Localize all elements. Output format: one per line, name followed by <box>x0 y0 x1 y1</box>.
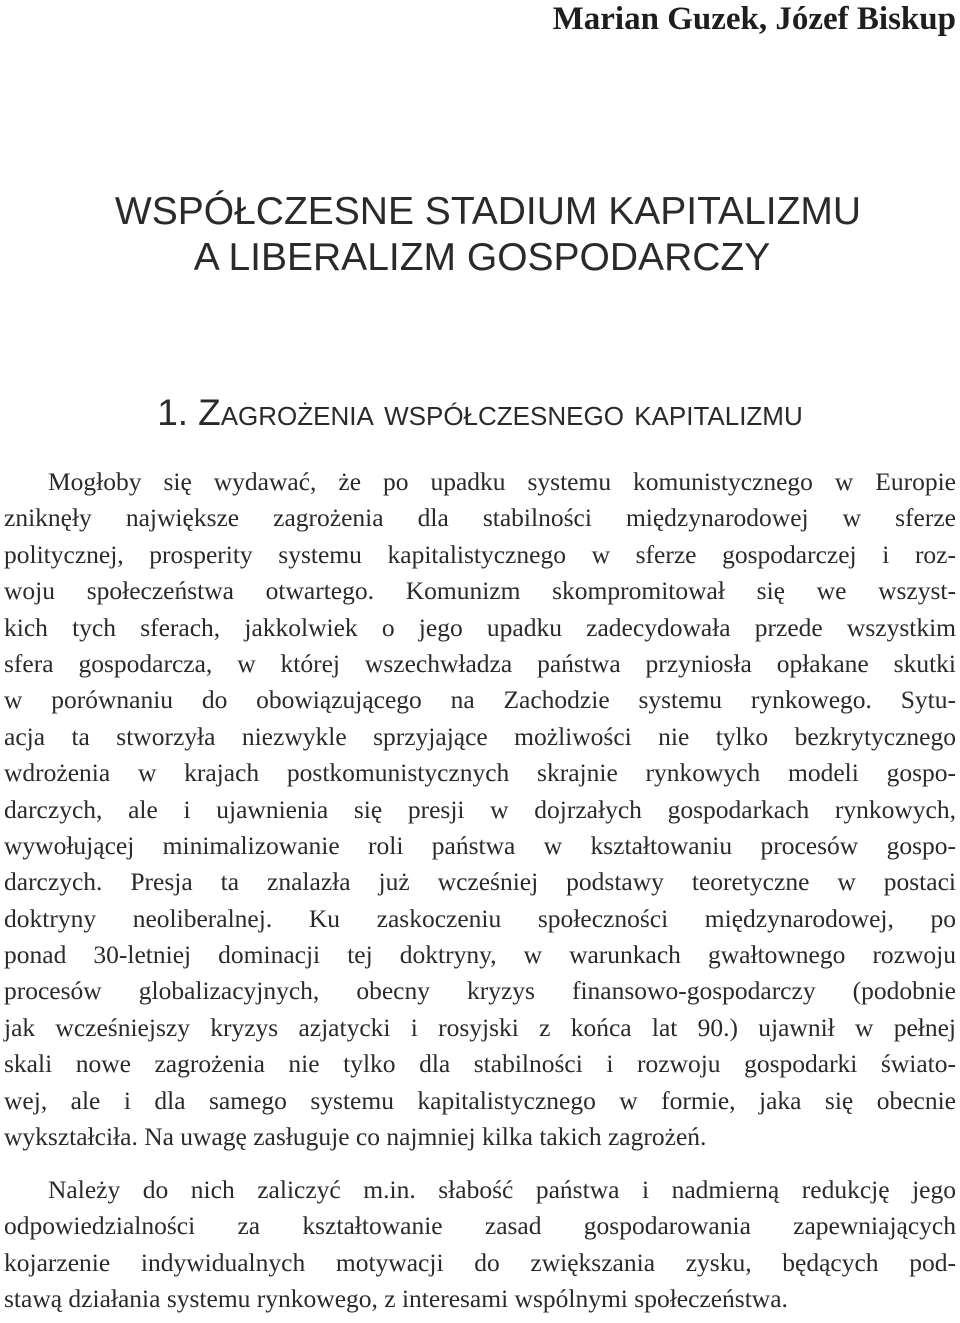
text-line: sfera gospodarcza, w której wszechwładza państwa przyniosła opłakane skutki <box>4 648 956 678</box>
text-line: skali nowe zagrożenia nie tylko dla stabilności i rozwoju gospodarki świato- <box>4 1049 956 1079</box>
text-line: Mogłoby się wydawać, że po upadku systemu komunistycznego w Europie <box>48 467 956 496</box>
text-line: kojarzenie indywidualnych motywacji do zwiększania zysku, będących pod- <box>4 1247 956 1277</box>
text-line: acja ta stworzyła niezwykle sprzyjające możliwości nie tylko bezkrytycznego <box>4 721 956 751</box>
text-line: zniknęły największe zagrożenia dla stabilności międzynarodowej w sferze <box>4 503 956 533</box>
section-number: 1. <box>157 392 189 433</box>
body-paragraph-1 <box>4 464 956 1155</box>
body-paragraph-2 <box>4 1172 956 1318</box>
authors-header: Marian Guzek, Józef Biskup <box>552 1 956 37</box>
section-heading <box>0 392 960 434</box>
text-line: w porównaniu do obowiązującego na Zachodzie systemu rynkowego. Sytu- <box>4 685 956 715</box>
text-line: Należy do nich zaliczyć m.in. słabość państwa i nadmierną redukcję jego <box>48 1175 956 1204</box>
text-line: wdrożenia w krajach postkomunistycznych skrajnie rynkowych modeli gospo- <box>4 758 956 788</box>
section-title: Zagrożenia współczesnego kapitalizmu <box>198 392 803 433</box>
text-line: procesów globalizacyjnych, obecny kryzys finansowo-gospodarczy (podobnie <box>4 976 956 1006</box>
text-line: doktryny neoliberalnej. Ku zaskoczeniu społeczności międzynarodowej, po <box>4 903 956 933</box>
text-line: darczych, ale i ujawnienia się presji w dojrzałych gospodarkach rynkowych, <box>4 794 956 824</box>
text-line: ponad 30-letniej dominacji tej doktryny, w warunkach gwałtownego rozwoju <box>4 940 956 970</box>
article-title-line-1: WSPÓŁCZESNE STADIUM KAPITALIZMU <box>114 190 862 233</box>
text-line: kich tych sferach, jakkolwiek o jego upadku zadecydowała przede wszystkim <box>4 612 956 642</box>
text-line: wywołującej minimalizowanie roli państwa w kształtowaniu procesów gospo- <box>4 830 956 860</box>
text-line: politycznej, prosperity systemu kapitalistycznego w sferze gospodarczej i roz- <box>4 539 956 569</box>
text-line: wykształciła. Na uwagę zasługuje co najmniej kilka takich zagrożeń. <box>4 1122 707 1152</box>
text-line: jak wcześniejszy kryzys azjatycki i rosyjski z końca lat 90.) ujawnił w pełnej <box>4 1012 956 1042</box>
article-title-line-2: A LIBERALIZM GOSPODARCZY <box>193 236 771 279</box>
text-line: odpowiedzialności za kształtowanie zasad gospodarowania zapewniających <box>4 1211 956 1241</box>
text-line: wej, ale i dla samego systemu kapitalistycznego w formie, jaka się obecnie <box>4 1085 956 1115</box>
text-line: darczych. Presja ta znalazła już wcześniej podstawy teoretyczne w postaci <box>4 867 956 897</box>
text-line: stawą działania systemu rynkowego, z interesami wspólnymi społeczeństwa. <box>4 1284 788 1314</box>
text-line: woju społeczeństwa otwartego. Komunizm skompromitował się we wszyst- <box>4 576 956 606</box>
